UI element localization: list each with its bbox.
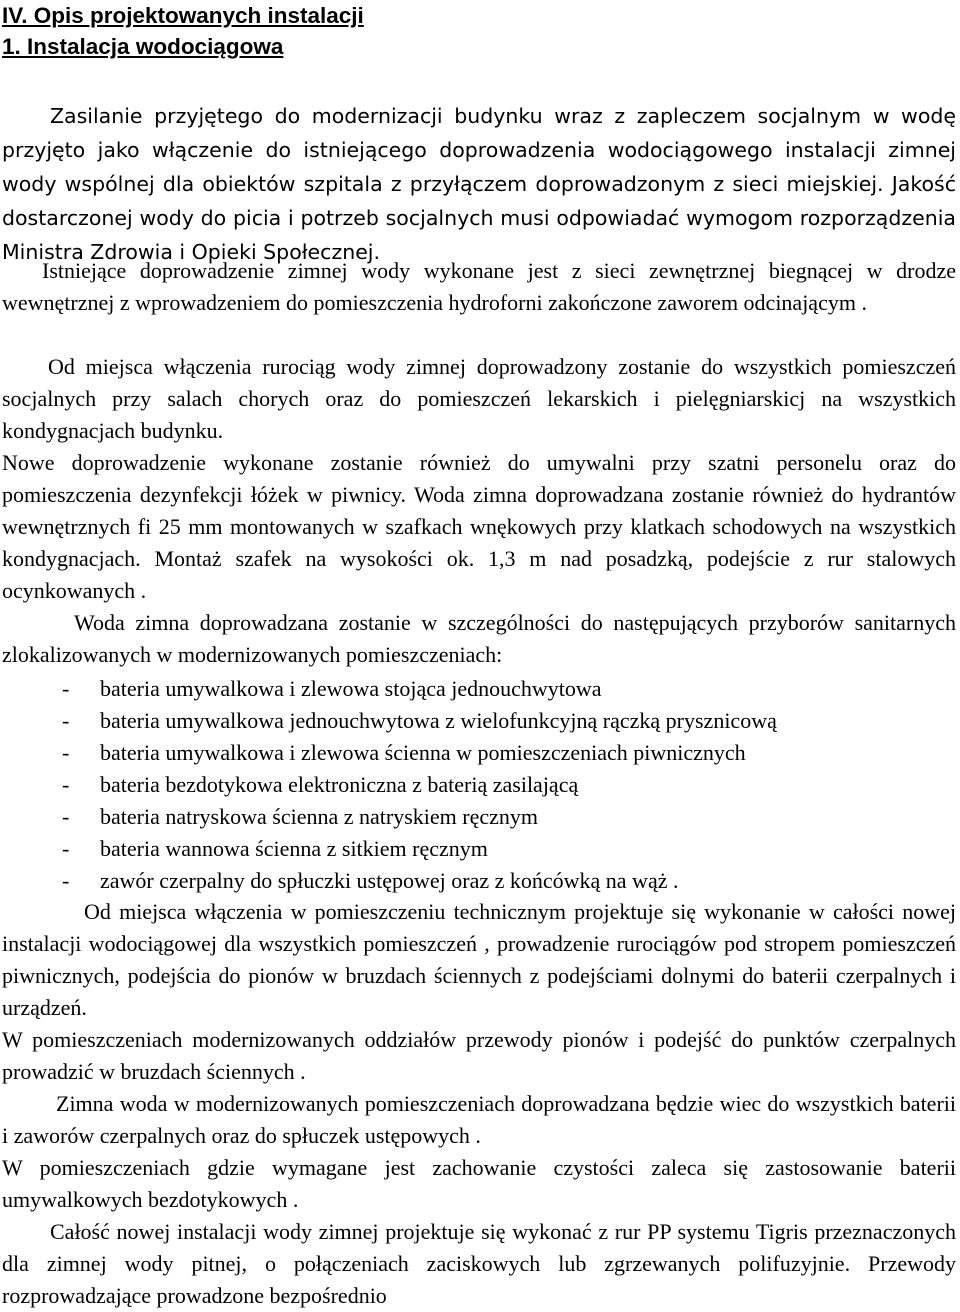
list-dash: - [62,740,70,765]
paragraph-cold-water-text: Zimna woda w modernizowanych pomieszczeniach doprowadzana będzie wiec do wszystkich baterii i zaworów czerpalnych oraz do spłuczek ustępowych . [2,1091,956,1148]
paragraph-touchless-text: W pomieszczeniach gdzie wymagane jest zachowanie czystości zaleca się zastosowanie baterii umywalkowych bezdotykowych . [2,1155,956,1212]
paragraph-intro [2,99,956,269]
paragraph-distribution [2,351,956,447]
list-dash: - [62,772,70,797]
list-item-text: bateria bezdotykowa elektroniczna z baterią zasilającą [100,772,579,797]
paragraph-fixtures-intro-text: Woda zimna doprowadzana zostanie w szczególności do następujących przyborów sanitarnych zlokalizowanych w modernizowanych pomieszczeniach: [2,610,956,667]
list-item-text: bateria umywalkowa jednouchwytowa z wielofunkcyjną rączką prysznicową [100,708,777,733]
paragraph-existing-supply [2,255,956,319]
paragraph-cold-water [2,1088,956,1152]
paragraph-new-installation-text: Od miejsca włączenia w pomieszczeniu technicznym projektuje się wykonanie w całości nowej instalacji wodociągowej dla wszystkich pomieszczeń , prowadzenie rurociągów pod stropem pomieszczeń piwnicznych, podejścia do pionów w bruzdach ściennych z podejściami dolnymi do baterii czerpalnych i urządzeń. [2,899,956,1020]
list-dash: - [62,836,70,861]
list-item [0,673,960,705]
list-dash: - [62,804,70,829]
list-item-text: bateria natryskowa ścienna z natryskiem ręcznym [100,804,538,829]
list-dash: - [62,868,70,893]
list-item-text: bateria wannowa ścienna z sitkiem ręcznym [100,836,488,861]
section-heading: IV. Opis projektowanych instalacji [2,3,364,28]
list-item [0,833,960,865]
paragraph-new-supply-text: Nowe doprowadzenie wykonane zostanie również do umywalni przy szatni personelu oraz do pomieszczenia dezynfekcji łóżek w piwnicy. Woda zimna doprowadzana zostanie również do hydrantów wewnętrznych fi 25 mm montowanych w szafkach wnękowych przy klatkach schodowych na wszystkich kondygnacjach. Montaż szafek na wysokości ok. 1,3 m nad posadzką, podejście z rur stalowych ocynkowanych . [2,450,956,603]
list-item-text: zawór czerpalny do spłuczki ustępowej oraz z końcówką na wąż . [100,868,679,893]
list-item [0,737,960,769]
list-item [0,865,960,897]
paragraph-risers-text: W pomieszczeniach modernizowanych oddziałów przewody pionów i podejść do punktów czerpalnych prowadzić w bruzdach ściennych . [2,1027,956,1084]
paragraph-new-supply [2,447,956,607]
paragraph-distribution-text: Od miejsca włączenia rurociąg wody zimnej doprowadzony zostanie do wszystkich pomieszczeń socjalnych przy salach chorych oraz do pomieszczeń lekarskich i pielęgniarskicj na wszystkich kondygnacjach budynku. [2,354,956,443]
subsection-heading: 1. Instalacja wodociągowa [2,34,284,59]
list-item-text: bateria umywalkowa i zlewowa ścienna w pomieszczeniach piwnicznych [100,740,746,765]
paragraph-intro-text: Zasilanie przyjętego do modernizacji budynku wraz z zapleczem socjalnym w wodę przyjęto jako włączenie do istniejącego doprowadzenia wodociągowego instalacji zimnej wody wspólnej dla obiektów szpitala z przyłączem doprowadzonym z sieci miejskiej. Jakość dostarczonej wody do picia i potrzeb socjalnych musi odpowiadać wymogom rozporządzenia Ministra Zdrowia i Opieki Społecznej. [2,104,956,264]
paragraph-existing-supply-text: Istniejące doprowadzenie zimnej wody wykonane jest z sieci zewnętrznej biegnącej w drodze wewnętrznej z wprowadzeniem do pomieszczenia hydroforni zakończone zaworem odcinającym . [2,258,956,315]
fixtures-list [0,673,960,897]
paragraph-materials [2,1216,956,1312]
list-item [0,769,960,801]
paragraph-fixtures-intro [2,607,956,671]
paragraph-risers [2,1024,956,1088]
list-item-text: bateria umywalkowa i zlewowa stojąca jednouchwytowa [100,676,602,701]
list-dash: - [62,708,70,733]
paragraph-new-installation [2,896,956,1024]
list-item [0,705,960,737]
paragraph-materials-text: Całość nowej instalacji wody zimnej projektuje się wykonać z rur PP systemu Tigris przeznaczonych dla zimnej wody pitnej, o połączeniach zaciskowych lub zgrzewanych polifuzyjnie. Przewody rozprowadzające prowadzone bezpośrednio [2,1219,956,1308]
list-item [0,801,960,833]
list-dash: - [62,676,70,701]
paragraph-touchless [2,1152,956,1216]
